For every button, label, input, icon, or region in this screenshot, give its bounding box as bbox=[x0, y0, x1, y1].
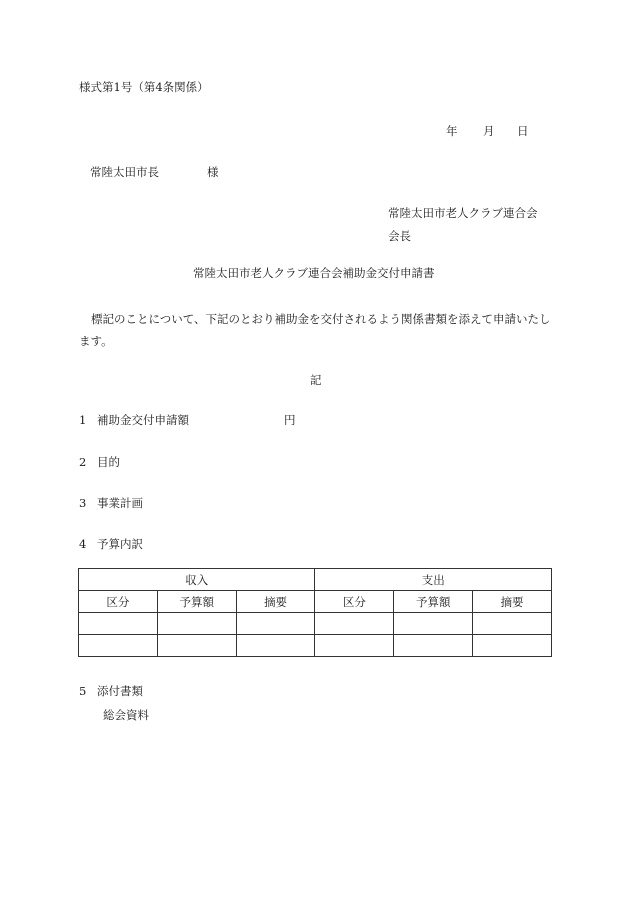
item-label: 事業計画 bbox=[97, 496, 143, 510]
column-header: 区分 bbox=[79, 591, 158, 613]
budget-column-header-row bbox=[79, 591, 552, 613]
column-header: 摘要 bbox=[236, 591, 315, 613]
budget-group-header-row bbox=[79, 569, 552, 591]
item-budget-breakdown bbox=[79, 537, 143, 551]
table-cell bbox=[79, 613, 158, 635]
table-cell bbox=[236, 635, 315, 657]
item-label: 予算内訳 bbox=[97, 537, 143, 551]
income-group-header: 収入 bbox=[79, 569, 315, 591]
column-header: 区分 bbox=[315, 591, 394, 613]
column-header: 予算額 bbox=[157, 591, 236, 613]
table-cell bbox=[236, 613, 315, 635]
budget-table bbox=[78, 568, 552, 657]
yen-unit: 円 bbox=[284, 413, 296, 427]
item-number: 4 bbox=[79, 537, 87, 551]
item-number: 3 bbox=[79, 496, 87, 510]
table-row bbox=[79, 635, 552, 657]
document-body: 標記のことについて、下記のとおり補助金を交付されるよう関係書類を添えて申請いたします。 bbox=[79, 312, 551, 348]
item-application-amount bbox=[79, 413, 189, 427]
applicant-organization: 常陸太田市老人クラブ連合会 bbox=[388, 206, 538, 220]
table-cell bbox=[394, 613, 473, 635]
applicant-title: 会長 bbox=[388, 229, 411, 243]
item-attachments bbox=[79, 684, 143, 698]
table-cell bbox=[394, 635, 473, 657]
item-label: 補助金交付申請額 bbox=[97, 413, 189, 427]
document-title: 常陸太田市老人クラブ連合会補助金交付申請書 bbox=[193, 266, 435, 280]
attachment-document: 総会資料 bbox=[103, 708, 149, 722]
item-business-plan bbox=[79, 496, 143, 510]
item-number: 1 bbox=[79, 413, 87, 427]
ki-heading: 記 bbox=[310, 373, 322, 387]
expense-group-header: 支出 bbox=[315, 569, 552, 591]
table-row bbox=[79, 613, 552, 635]
date-day-label: 日 bbox=[517, 124, 529, 138]
table-cell bbox=[79, 635, 158, 657]
item-label: 目的 bbox=[97, 455, 120, 469]
table-cell bbox=[157, 613, 236, 635]
item-label: 添付書類 bbox=[97, 684, 143, 698]
column-header: 摘要 bbox=[473, 591, 552, 613]
table-cell bbox=[473, 613, 552, 635]
column-header: 予算額 bbox=[394, 591, 473, 613]
table-cell bbox=[157, 635, 236, 657]
form-number: 様式第1号（第4条関係） bbox=[79, 80, 209, 94]
table-cell bbox=[315, 613, 394, 635]
addressee-honorific: 様 bbox=[207, 165, 219, 179]
item-number: 2 bbox=[79, 455, 87, 469]
table-cell bbox=[473, 635, 552, 657]
item-number: 5 bbox=[79, 684, 87, 698]
addressee-name: 常陸太田市長 bbox=[90, 165, 159, 179]
item-purpose bbox=[79, 455, 120, 469]
date-month-label: 月 bbox=[483, 124, 495, 138]
date-year-label: 年 bbox=[446, 124, 458, 138]
table-cell bbox=[315, 635, 394, 657]
